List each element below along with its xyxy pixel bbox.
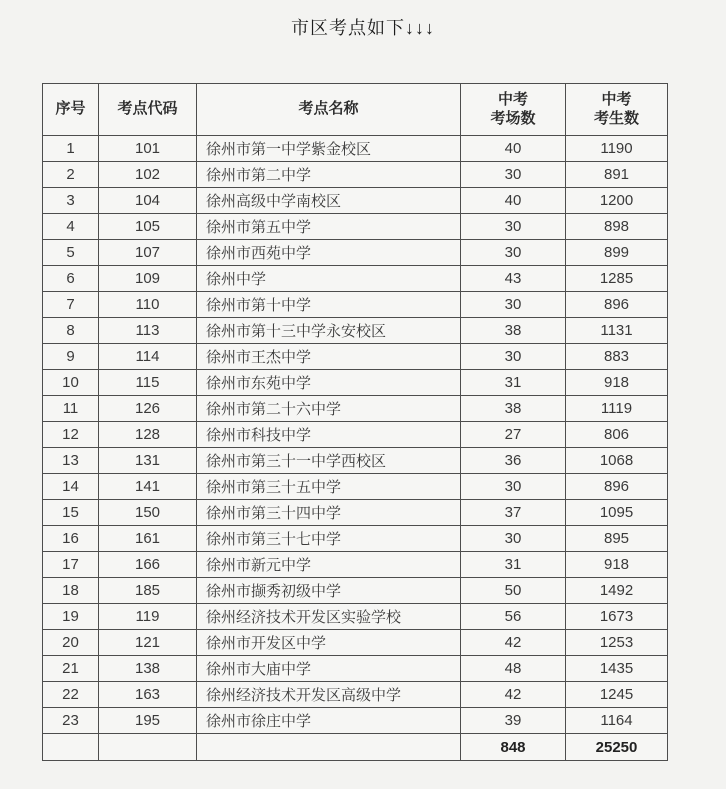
row-students-cell: 918 [566,552,668,578]
row-name-cell: 徐州经济技术开发区高级中学 [197,682,461,708]
row-name-cell: 徐州中学 [197,266,461,292]
row-students-cell: 918 [566,370,668,396]
row-no-cell: 18 [43,578,99,604]
row-rooms-cell: 38 [461,396,566,422]
row-no-cell: 16 [43,526,99,552]
row-code-cell: 113 [99,318,197,344]
row-code-cell: 141 [99,474,197,500]
table-row [43,604,668,630]
row-rooms-cell: 30 [461,162,566,188]
row-name-cell: 徐州市第五中学 [197,214,461,240]
row-no-cell: 2 [43,162,99,188]
row-name-cell: 徐州市第二十六中学 [197,396,461,422]
row-rooms-cell: 30 [461,214,566,240]
header-exam-rooms [461,84,566,136]
row-rooms-cell: 30 [461,292,566,318]
row-no-cell: 7 [43,292,99,318]
table-footer [43,734,668,761]
row-name-cell: 徐州市西苑中学 [197,240,461,266]
row-no-cell: 6 [43,266,99,292]
row-students-cell: 1435 [566,656,668,682]
row-code-cell: 101 [99,136,197,162]
row-no-cell: 17 [43,552,99,578]
header-row [43,84,668,136]
header-exam-students-line1: 中考 [601,90,632,108]
row-name-cell: 徐州市东苑中学 [197,370,461,396]
row-no-cell: 21 [43,656,99,682]
row-students-cell: 1253 [566,630,668,656]
row-students-cell: 899 [566,240,668,266]
header-exam-rooms-line2: 考场数 [490,109,536,127]
row-name-cell: 徐州市徐庄中学 [197,708,461,734]
row-name-cell: 徐州经济技术开发区实验学校 [197,604,461,630]
row-rooms-cell: 37 [461,500,566,526]
row-students-cell: 1285 [566,266,668,292]
row-rooms-cell: 43 [461,266,566,292]
row-name-cell: 徐州市第三十四中学 [197,500,461,526]
row-students-cell: 1200 [566,188,668,214]
total-name-cell [197,734,461,761]
row-rooms-cell: 39 [461,708,566,734]
row-rooms-cell: 48 [461,656,566,682]
header-name [197,84,461,136]
row-name-cell: 徐州高级中学南校区 [197,188,461,214]
row-name-cell: 徐州市第三十七中学 [197,526,461,552]
table-row [43,448,668,474]
row-rooms-cell: 27 [461,422,566,448]
page-title: 市区考点如下↓↓↓ [291,18,435,38]
row-name-cell: 徐州市开发区中学 [197,630,461,656]
row-students-cell: 1131 [566,318,668,344]
header-no [43,84,99,136]
header-exam-rooms-line1: 中考 [497,90,528,108]
row-no-cell: 20 [43,630,99,656]
row-code-cell: 121 [99,630,197,656]
row-students-cell: 1673 [566,604,668,630]
table-row [43,682,668,708]
row-rooms-cell: 56 [461,604,566,630]
table-header [43,84,668,136]
table-row [43,214,668,240]
row-name-cell: 徐州市王杰中学 [197,344,461,370]
header-code [99,84,197,136]
row-name-cell: 徐州市第一中学紫金校区 [197,136,461,162]
row-students-cell: 806 [566,422,668,448]
table-row [43,188,668,214]
total-rooms-cell: 848 [461,734,566,761]
table-row [43,162,668,188]
table-row [43,708,668,734]
row-rooms-cell: 42 [461,630,566,656]
row-name-cell: 徐州市第十三中学永安校区 [197,318,461,344]
table-row [43,344,668,370]
row-students-cell: 1190 [566,136,668,162]
table-row [43,422,668,448]
row-students-cell: 895 [566,526,668,552]
total-no-cell [43,734,99,761]
row-rooms-cell: 40 [461,136,566,162]
row-code-cell: 195 [99,708,197,734]
row-name-cell: 徐州市第三十五中学 [197,474,461,500]
row-no-cell: 12 [43,422,99,448]
table-row [43,474,668,500]
row-name-cell: 徐州市撷秀初级中学 [197,578,461,604]
row-rooms-cell: 30 [461,344,566,370]
row-code-cell: 107 [99,240,197,266]
row-code-cell: 185 [99,578,197,604]
row-no-cell: 19 [43,604,99,630]
total-students-cell: 25250 [566,734,668,761]
table-row [43,240,668,266]
row-no-cell: 9 [43,344,99,370]
row-students-cell: 1492 [566,578,668,604]
row-no-cell: 4 [43,214,99,240]
row-students-cell: 891 [566,162,668,188]
table-body [43,136,668,734]
row-code-cell: 161 [99,526,197,552]
row-rooms-cell: 31 [461,552,566,578]
row-code-cell: 138 [99,656,197,682]
row-no-cell: 3 [43,188,99,214]
row-students-cell: 1164 [566,708,668,734]
table-row [43,578,668,604]
row-name-cell: 徐州市第三十一中学西校区 [197,448,461,474]
table-row [43,500,668,526]
row-students-cell: 898 [566,214,668,240]
table-row [43,552,668,578]
row-rooms-cell: 30 [461,240,566,266]
row-students-cell: 1095 [566,500,668,526]
table-row [43,318,668,344]
row-code-cell: 104 [99,188,197,214]
row-name-cell: 徐州市第十中学 [197,292,461,318]
exam-sites-table [42,83,668,761]
row-no-cell: 10 [43,370,99,396]
row-name-cell: 徐州市科技中学 [197,422,461,448]
row-code-cell: 109 [99,266,197,292]
table-row [43,396,668,422]
row-rooms-cell: 40 [461,188,566,214]
row-code-cell: 128 [99,422,197,448]
row-rooms-cell: 30 [461,526,566,552]
row-no-cell: 13 [43,448,99,474]
row-code-cell: 105 [99,214,197,240]
header-exam-students [566,84,668,136]
row-students-cell: 1068 [566,448,668,474]
row-students-cell: 896 [566,292,668,318]
row-students-cell: 896 [566,474,668,500]
row-code-cell: 163 [99,682,197,708]
row-rooms-cell: 38 [461,318,566,344]
row-code-cell: 150 [99,500,197,526]
row-no-cell: 8 [43,318,99,344]
header-no-label: 序号 [55,100,86,118]
table-row [43,136,668,162]
table-row [43,292,668,318]
row-students-cell: 1119 [566,396,668,422]
row-code-cell: 166 [99,552,197,578]
row-code-cell: 119 [99,604,197,630]
table-row [43,630,668,656]
row-students-cell: 883 [566,344,668,370]
row-code-cell: 126 [99,396,197,422]
row-no-cell: 5 [43,240,99,266]
header-code-label: 考点代码 [117,100,178,118]
row-no-cell: 11 [43,396,99,422]
row-code-cell: 110 [99,292,197,318]
row-no-cell: 14 [43,474,99,500]
row-rooms-cell: 36 [461,448,566,474]
row-rooms-cell: 50 [461,578,566,604]
table-row [43,526,668,552]
row-name-cell: 徐州市新元中学 [197,552,461,578]
row-no-cell: 22 [43,682,99,708]
table-row [43,266,668,292]
row-code-cell: 102 [99,162,197,188]
row-code-cell: 114 [99,344,197,370]
table-row [43,656,668,682]
row-no-cell: 23 [43,708,99,734]
header-exam-students-line2: 考生数 [593,109,639,127]
row-students-cell: 1245 [566,682,668,708]
row-code-cell: 131 [99,448,197,474]
row-name-cell: 徐州市第二中学 [197,162,461,188]
row-name-cell: 徐州市大庙中学 [197,656,461,682]
row-rooms-cell: 31 [461,370,566,396]
total-code-cell [99,734,197,761]
total-row [43,734,668,761]
row-no-cell: 15 [43,500,99,526]
header-name-label: 考点名称 [298,100,359,118]
row-code-cell: 115 [99,370,197,396]
row-rooms-cell: 42 [461,682,566,708]
table-row [43,370,668,396]
row-no-cell: 1 [43,136,99,162]
row-rooms-cell: 30 [461,474,566,500]
